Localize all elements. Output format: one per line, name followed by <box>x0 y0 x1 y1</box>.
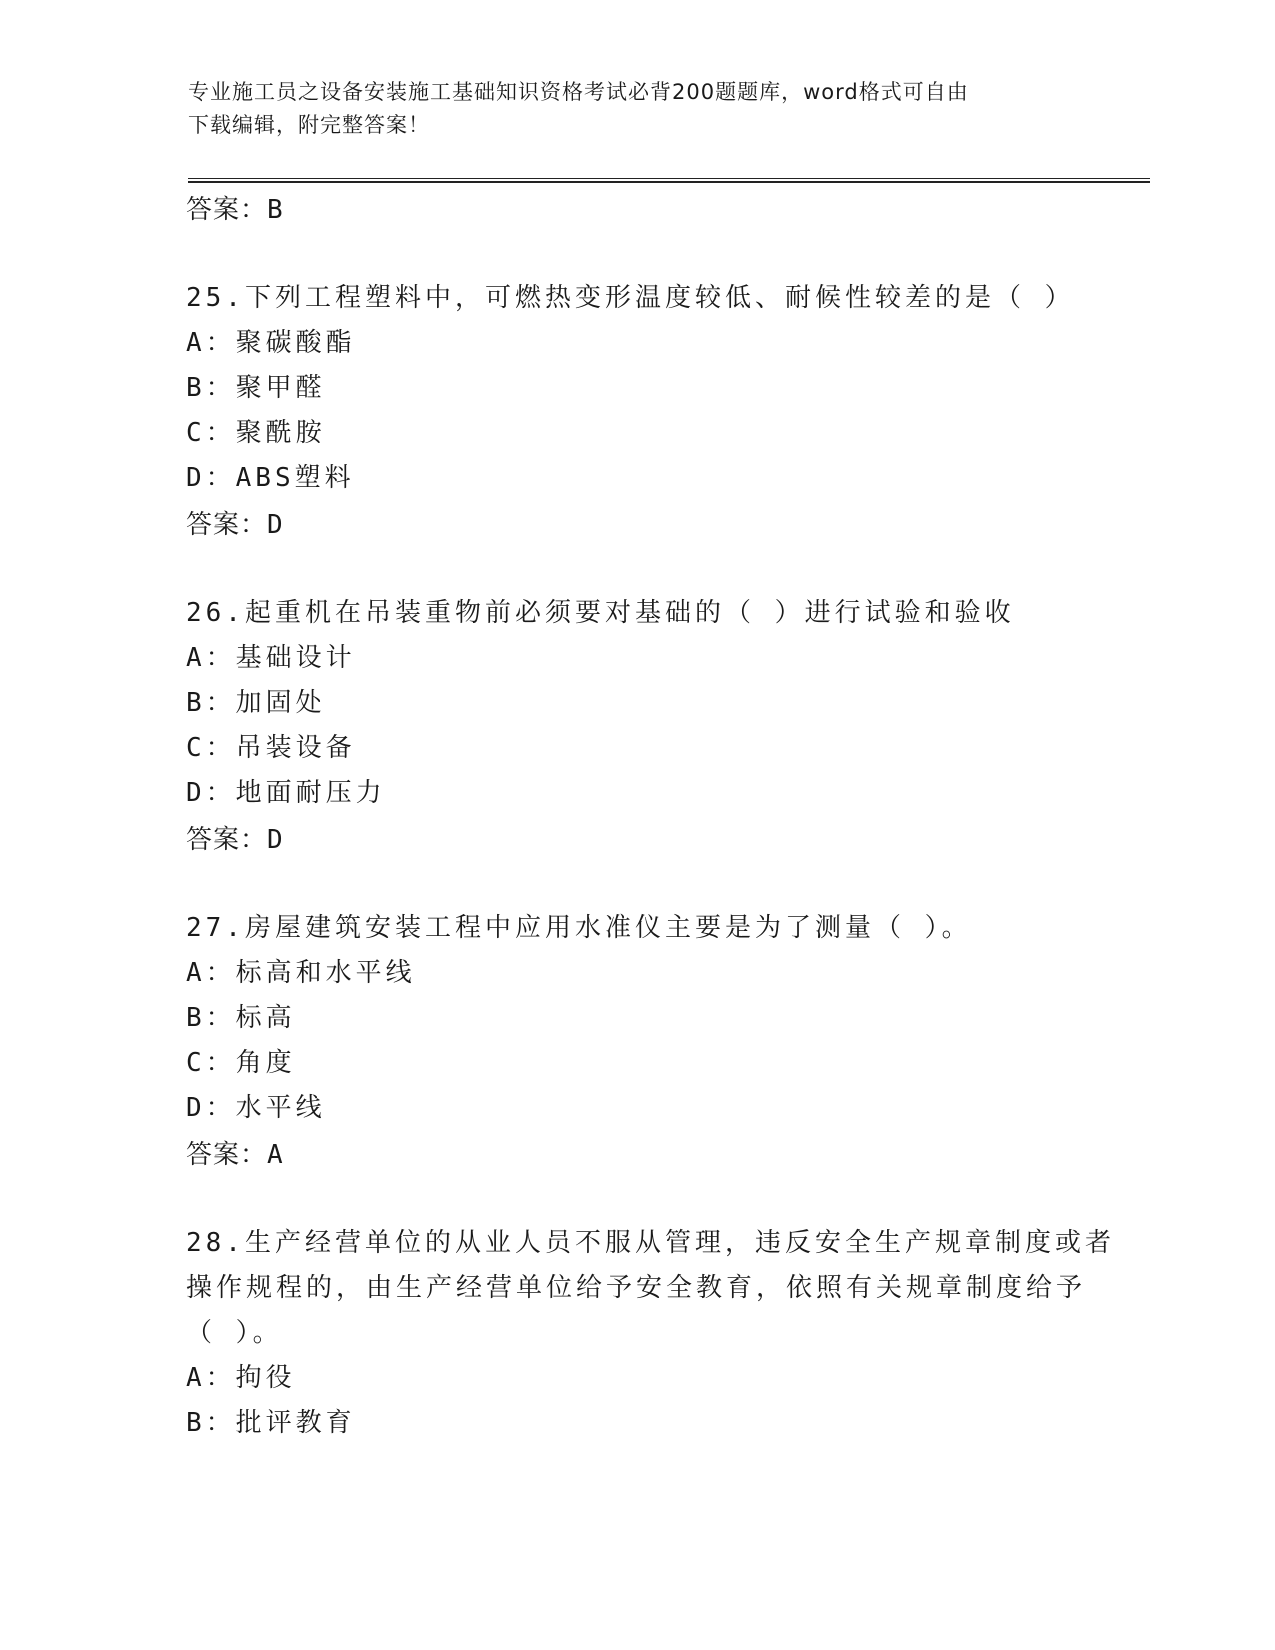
question-text <box>186 906 1086 951</box>
question-text <box>186 591 1086 636</box>
question-line: （ ）。 <box>186 1318 283 1348</box>
option-a: A：标高和水平线 <box>186 958 416 988</box>
option-c: C：角度 <box>186 1048 296 1078</box>
header-divider <box>188 178 1150 183</box>
previous-answer: 答案：B <box>186 195 284 225</box>
option-d: D：水平线 <box>186 1093 326 1123</box>
option-b: B：聚甲醛 <box>186 373 326 403</box>
answer: 答案：A <box>186 1140 284 1170</box>
question-text <box>186 276 1086 321</box>
answer: 答案：D <box>186 825 284 855</box>
question-list <box>186 186 1115 1488</box>
question-26 <box>186 591 1086 864</box>
option-d: D：ABS塑料 <box>186 463 355 493</box>
question-line: 28.生产经营单位的从业人员不服从管理，违反安全生产规章制度或者 <box>186 1228 1115 1258</box>
option-d: D：地面耐压力 <box>186 778 386 808</box>
question-25 <box>186 276 1086 549</box>
question-line: 操作规程的，由生产经营单位给予安全教育，依照有关规章制度给予 <box>186 1273 1087 1303</box>
question-28 <box>186 1221 1115 1446</box>
answer: 答案：D <box>186 510 284 540</box>
option-c: C：吊装设备 <box>186 733 356 763</box>
header-line-1: 专业施工员之设备安装施工基础知识资格考试必背200题题库，word格式可自由 <box>188 80 969 104</box>
option-c: C：聚酰胺 <box>186 418 326 448</box>
question-text <box>186 1221 1115 1356</box>
question-line: 26.起重机在吊装重物前必须要对基础的（ ）进行试验和验收 <box>186 598 1015 628</box>
option-a: A：聚碳酸酯 <box>186 328 356 358</box>
option-a: A：拘役 <box>186 1363 296 1393</box>
question-27 <box>186 906 1086 1179</box>
question-line: 27.房屋建筑安装工程中应用水准仪主要是为了测量（ ）。 <box>186 913 972 943</box>
option-b: B：批评教育 <box>186 1408 356 1438</box>
option-b: B：标高 <box>186 1003 296 1033</box>
header-line-2: 下载编辑，附完整答案！ <box>188 113 430 137</box>
option-a: A：基础设计 <box>186 643 356 673</box>
option-b: B：加固处 <box>186 688 326 718</box>
document-header <box>188 76 1088 142</box>
question-line: 25.下列工程塑料中，可燃热变形温度较低、耐候性较差的是（ ） <box>186 283 1075 313</box>
